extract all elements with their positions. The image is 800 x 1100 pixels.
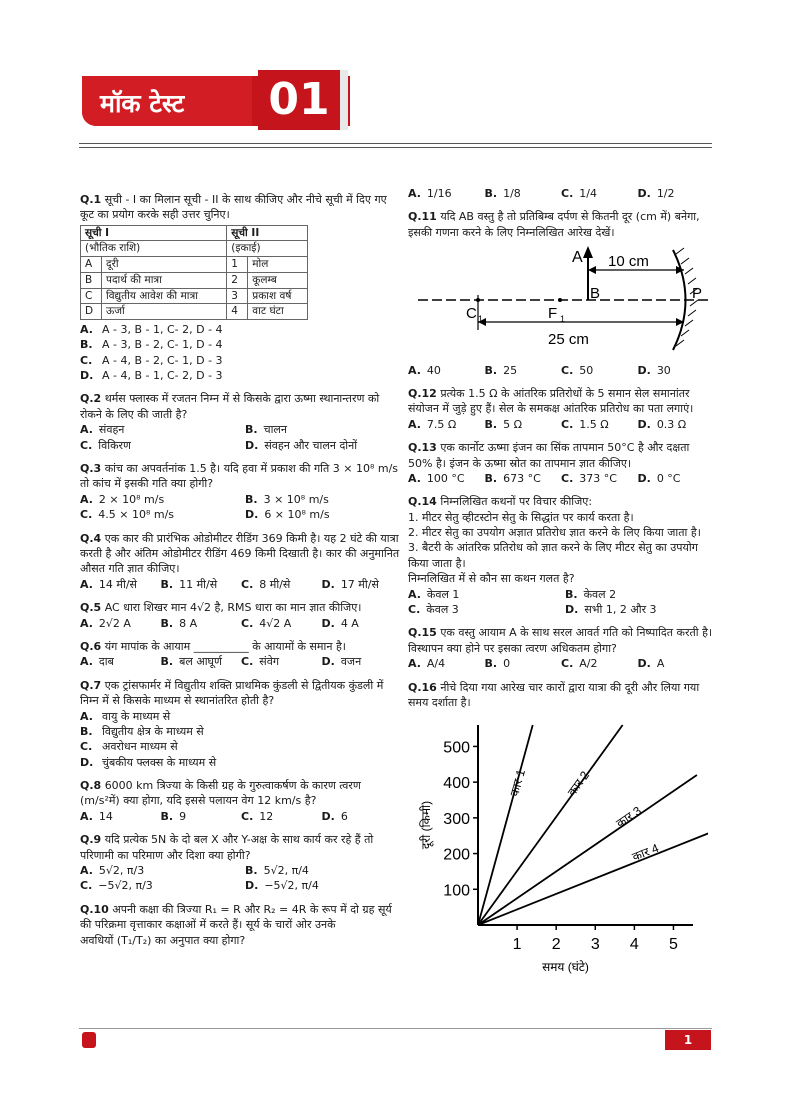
question-4: Q.4 एक कार की प्रारंभिक ओडोमीटर रीडिंग 369 किमी है। यह 2 घंटे की यात्रा करती है और अंतिम ओडोमीटर रीडिंग 469 किमी दिखाती है। कार की अनुमानित औसत गति ज्ञात कीजिए। A. 14 मी/से B. 11 मी/से C. 8 मी/से D. 17 मी/से — [80, 531, 402, 593]
match-table-row — [81, 225, 308, 241]
option-a: A. 2 × 10⁸ m/s — [80, 492, 165, 506]
option: D. चुंबकीय फ्लक्स के माध्यम से — [80, 755, 217, 769]
question-8: Q.8 6000 km त्रिज्या के किसी ग्रह के गुरुत्वाकर्षण के कारण त्वरण (m/s²में) क्या होगा, यदि इससे पलायन वेग 12 km/s है? A. 14 B. 9 C. 12 D. 6 — [80, 778, 402, 824]
y-tick-label: 100 — [443, 882, 470, 900]
table-cell: 4 — [227, 304, 248, 320]
mirror-diagram — [408, 240, 708, 358]
options — [80, 654, 402, 669]
match-table-row — [81, 304, 308, 320]
options — [80, 322, 402, 384]
statement: 3. बैटरी के आंतरिक प्रतिरोध को ज्ञात करने के लिए मीटर सेतु का उपयोग किया जाता है। — [408, 541, 698, 570]
y-tick-label: 300 — [443, 811, 470, 829]
series-label-car-3: कार 3 — [613, 803, 644, 831]
question-text: यदि AB वस्तु है तो प्रतिबिम्ब दर्पण से कितनी दूर (cm में) बनेगा, इसकी गणना करने के लिए निम्नलिखित आरेख देखें। — [408, 210, 700, 239]
option-b: B. केवल 2 — [565, 587, 617, 601]
header-rule — [79, 143, 712, 144]
question-text: एक ट्रांसफार्मर में विद्युतीय शक्ति प्राथमिक कुंडली से द्वितीयक कुंडली में निम्न में से किसके माध्यम से स्थानांतरित होती है? — [80, 678, 384, 708]
y-tick-label: 500 — [443, 739, 470, 757]
option-b: B. 5 Ω — [484, 417, 522, 431]
option-b: B. 5√2, π/4 — [245, 864, 309, 878]
option-b: B. 673 °C — [484, 471, 541, 485]
option-b: B. 25 — [484, 363, 518, 377]
options — [80, 709, 402, 771]
option-c: C. 4.5 × 10⁸ m/s — [80, 508, 175, 522]
option: B. A - 3, B - 2, C- 1, D - 4 — [80, 338, 223, 352]
table-cell: B — [81, 272, 102, 288]
question-5: Q.5 AC धारा शिखर मान 4√2 है, RMS धारा का मान ज्ञात कीजिए। A. 2√2 A B. 8 A C. 4√2 A D. 4 A — [80, 600, 402, 631]
series-line-car-2 — [478, 725, 623, 925]
question-7: Q.7 एक ट्रांसफार्मर में विद्युतीय शक्ति प्राथमिक कुंडली से द्वितीयक कुंडली में निम्न में से किसके माध्यम से स्थानांतरित होती है? A. वायु के माध्यम से B. विद्युतीय क्षेत्र के माध्यम से C. अवरोधन माध्यम से D. चुंबकीय फ्लक्स के माध्यम से — [80, 678, 402, 770]
header-rule-2 — [79, 147, 712, 148]
question-10: Q.10 अपनी कक्षा की त्रिज्या R₁ = R और R₂ = 4R के रूप में दो ग्रह सूर्य की परिक्रमा वृत्ताकार कक्षाओं में करते हैं। सूर्य के चारों ओर उनके अवधियों (T₁/T₂) का अनुपात क्या होगा? — [80, 902, 402, 948]
option-a: A. 5√2, π/3 — [80, 864, 145, 878]
option-d: D. −5√2, π/4 — [245, 879, 319, 893]
option-b: B. 8 A — [160, 616, 198, 630]
option-d: D. सभी 1, 2 और 3 — [565, 603, 657, 617]
table-cell: 2 — [227, 272, 248, 288]
option-c: C. 373 °C — [561, 471, 617, 485]
option: A. वायु के माध्यम से — [80, 709, 171, 723]
option: C. अवरोधन माध्यम से — [80, 740, 178, 754]
table-cell: विद्युतीय आवेश की मात्रा — [102, 288, 227, 304]
x-tick-label: 4 — [629, 936, 639, 954]
options — [408, 471, 714, 486]
option-c: C. 4√2 A — [241, 616, 292, 630]
question-12: Q.12 प्रत्येक 1.5 Ω के आंतरिक प्रतिरोधों के 5 समान सेल समानांतर संयोजन में जुड़े हुए हैं। सेल के समकक्ष आंतरिक प्रतिरोध का पता लगाएं। A. 7.5 Ω B. 5 Ω C. 1.5 Ω D. 0.3 Ω — [408, 386, 714, 432]
label-25cm: 25 cm — [548, 331, 589, 349]
options — [408, 656, 714, 671]
table-cell: A — [81, 257, 102, 273]
page-title: मॉक टेस्ट — [100, 89, 185, 118]
options — [408, 417, 714, 432]
x-tick-label: 1 — [512, 936, 522, 954]
table-cell: पदार्थ की मात्रा — [102, 272, 227, 288]
options — [408, 186, 714, 201]
x-axis-label: समय (घंटे) — [542, 960, 589, 975]
question-text: यंग मापांक के आयाम __________ के आयामों के समान है। — [104, 639, 346, 653]
table-header: सूची I — [81, 225, 227, 241]
y-tick-label: 400 — [443, 775, 470, 793]
options — [80, 422, 402, 453]
table-header: (इकाई) — [227, 241, 308, 257]
x-tick-label: 2 — [551, 936, 561, 954]
question-text: थर्मस फ्लास्क में रजतन निम्न में से किसके द्वारा ऊष्मा स्थानान्तरण को रोकने के लिए की जाती है? — [80, 392, 380, 421]
option-c: C. 1/4 — [561, 187, 597, 200]
question-2: Q.2 थर्मस फ्लास्क में रजतन निम्न में से किसके द्वारा ऊष्मा स्थानान्तरण को रोकने के लिए की जाती है? A. संवहन B. चालन C. विकिरण D. संवहन और चालन दोनों — [80, 391, 402, 453]
label-p: P — [692, 285, 703, 303]
option-c: C. A/2 — [561, 657, 598, 671]
question-text: अपनी कक्षा की त्रिज्या R₁ = R और R₂ = 4R के रूप में दो ग्रह सूर्य की परिक्रमा वृत्ताकार कक्षाओं में करते हैं। सूर्य के चारों ओर उनके — [80, 902, 392, 932]
option-a: A. केवल 1 — [408, 587, 460, 601]
series-label-car-2: कार 2 — [564, 768, 593, 800]
series-label-car-1: कार 1 — [507, 768, 529, 799]
statement: 1. मीटर सेतु व्हीटस्टोन सेतु के सिद्धांत पर कार्य करता है। — [408, 510, 634, 524]
arrow-head — [583, 246, 593, 258]
option: A. A - 3, B - 1, C- 2, D - 4 — [80, 322, 223, 336]
match-table-row — [81, 241, 308, 257]
y-tick-label: 200 — [443, 846, 470, 864]
option-b: B. 0 — [484, 657, 511, 671]
question-text: प्रत्येक 1.5 Ω के आंतरिक प्रतिरोधों के 5 समान सेल समानांतर संयोजन में जुड़े हुए हैं। सेल के समकक्ष आंतरिक प्रतिरोध का पता लगाएं। — [408, 386, 694, 416]
question-13: Q.13 एक कार्नोट ऊष्मा इंजन का सिंक तापमान 50°C है और दक्षता 50% है। इंजन के ऊष्मा स्रोत का तापमान ज्ञात कीजिए। A. 100 °C B. 673 °C C. 373 °C D. 0 °C — [408, 440, 714, 486]
footer-rule — [79, 1028, 712, 1029]
option-a: A. 40 — [408, 363, 441, 377]
x-tick-label: 3 — [590, 936, 600, 954]
option: C. A - 4, B - 2, C- 1, D - 3 — [80, 353, 223, 367]
option-c: C. 1.5 Ω — [561, 417, 609, 431]
table-cell: 1 — [227, 257, 248, 273]
option-d: D. 17 मी/से — [321, 577, 379, 591]
table-cell: C — [81, 288, 102, 304]
option-c: C. −5√2, π/3 — [80, 879, 153, 893]
question-14: Q.14 निम्नलिखित कथनों पर विचार कीजिए: 1. मीटर सेतु व्हीटस्टोन सेतु के सिद्धांत पर कार्य करता है। 2. मीटर सेतु का उपयोग अज्ञात प्रतिरोध ज्ञात करने के लिए किया जाता है। 3. बैटरी के आंतरिक प्रतिरोध को ज्ञात करने के लिए मीटर सेतु का उपयोग किया जाता है। निम्नलिखित में से कौन सा कथन गलत है? A. केवल 1 B. केवल 2 C. केवल 3 D. सभी 1, 2 और 3 — [408, 494, 714, 617]
option-b: B. 1/8 — [484, 187, 521, 200]
table-header: (भौतिक राशि) — [81, 241, 227, 257]
question-text: कांच का अपवर्तनांक 1.5 है। यदि हवा में प्रकाश की गति 3 × 10⁸ m/s तो कांच में इसकी गति क्या होगी? — [80, 462, 399, 491]
label-10cm: 10 cm — [608, 253, 649, 271]
question-text: नीचे दिया गया आरेख चार कारों द्वारा यात्रा की दूरी और लिया गया समय दर्शाता है। — [408, 680, 700, 709]
question-15: Q.15 एक वस्तु आयाम A के साथ सरल आवर्त गति को निष्पादित करती है। विस्थापन क्या होने पर इसका त्वरण अधिकतम होगा? A. A/4 B. 0 C. A/2 D. A — [408, 626, 713, 671]
label-b: B — [590, 285, 601, 303]
table-header: सूची II — [227, 225, 308, 241]
question-text: AC धारा शिखर मान 4√2 है, RMS धारा का मान ज्ञात कीजिए। — [104, 601, 362, 615]
option-a: A. 2√2 A — [80, 616, 131, 630]
option-c: C. 12 — [241, 809, 274, 823]
options — [408, 587, 714, 618]
option-a: A. दाब — [80, 655, 114, 669]
label-f-sub: 1 — [560, 314, 566, 325]
options — [80, 492, 402, 523]
option-c: C. संवेग — [241, 655, 280, 669]
option-b: B. बल आघूर्ण — [160, 655, 223, 669]
option-a: A. 14 — [80, 809, 113, 823]
question-ask: निम्नलिखित में से कौन सा कथन गलत है? — [408, 572, 575, 586]
question-text: एक कार की प्रारंभिक ओडोमीटर रीडिंग 369 किमी है। यह 2 घंटे की यात्रा करती है और अंतिम ओडोमीटर रीडिंग 469 किमी दिखाती है। कार की अनुमानित औसत गति ज्ञात कीजिए। — [80, 531, 400, 576]
label-f: F — [548, 305, 558, 323]
match-table-row — [81, 272, 308, 288]
option-d: D. 1/2 — [637, 187, 675, 200]
table-cell: दूरी — [102, 257, 227, 273]
option-d: D. वजन — [321, 655, 362, 669]
option-a: A. 7.5 Ω — [408, 417, 457, 431]
question-text: एक कार्नोट ऊष्मा इंजन का सिंक तापमान 50°C है और दक्षता 50% है। इंजन के ऊष्मा स्रोत का तापमान ज्ञात कीजिए। — [408, 441, 690, 470]
distance-time-chart — [408, 710, 708, 980]
option-d: D. संवहन और चालन दोनों — [245, 438, 358, 452]
options — [80, 863, 402, 894]
label-c-sub: 1 — [478, 314, 484, 325]
option-c: C. 50 — [561, 363, 594, 377]
table-cell: ऊर्जा — [102, 304, 227, 320]
option: D. A - 4, B - 1, C- 2, D - 3 — [80, 369, 223, 383]
question-16: Q.16 नीचे दिया गया आरेख चार कारों द्वारा यात्रा की दूरी और लिया गया समय दर्शाता है। 100 200 300 400 500 1 2 3 4 5 समय (घंटे) दूरी (किमी) कार 1 कार 2 कार 3 कार 4 — [408, 680, 714, 985]
question-text: 6000 km त्रिज्या के किसी ग्रह के गुरुत्वाकर्षण के कारण त्वरण (m/s²में) क्या होगा, यदि इससे पलायन वेग 12 km/s है? — [80, 779, 361, 808]
match-table-row — [81, 288, 308, 304]
option-b: B. 9 — [160, 809, 187, 823]
label-c: C — [466, 305, 477, 323]
question-3: Q.3 कांच का अपवर्तनांक 1.5 है। यदि हवा में प्रकाश की गति 3 × 10⁸ m/s तो कांच में इसकी गति क्या होगी? A. 2 × 10⁸ m/s B. 3 × 10⁸ m/s C. 4.5 × 10⁸ m/s D. 6 × 10⁸ m/s — [80, 461, 402, 523]
option-c: C. केवल 3 — [408, 603, 459, 617]
table-cell: प्रकाश वर्ष — [248, 288, 308, 304]
option: B. विद्युतीय क्षेत्र के माध्यम से — [80, 724, 204, 738]
publisher-logo-icon — [82, 1032, 96, 1048]
match-table-row — [81, 257, 308, 273]
option-b: B. चालन — [245, 423, 287, 437]
question-text-2: अवधियों (T₁/T₂) का अनुपात क्या होगा? — [80, 933, 246, 947]
question-1: Q.1 सूची - I का मिलान सूची - II के साथ कीजिए और नीचे सूची में दिए गए कूट का प्रयोग करके सही उत्तर चुनिए। सूची I सूची II (भौतिक राशि) (इकाई) A दूरी 1 मोल B पदार्थ की मात्रा 2 कूलम्ब C विद्युतीय आवेश की मात्रा 3 प्रकाश वर्ष D ऊर्जा 4 वाट घंटा A. A - 3, B - 1, C- 2, D - 4 B. A - 3, B - 2, C- 1, D - 4 C. A - 4, B - 2, C- 1, D - 3 D. A - 4, B - 1, C- 2, D - 3 — [80, 192, 402, 383]
question-11: Q.11 यदि AB वस्तु है तो प्रतिबिम्ब दर्पण से कितनी दूर (cm में) बनेगा, इसकी गणना करने के लिए निम्नलिखित आरेख देखें। A B P C 1 F 1 10 cm 25 cm A. 40 B. 25 C. 50 D. 30 — [408, 209, 714, 378]
option-b: B. 11 मी/से — [160, 577, 218, 591]
series-label-car-4: कार 4 — [630, 841, 661, 865]
x-tick-label: 5 — [669, 936, 678, 954]
options — [80, 809, 402, 824]
option-d: D. 0.3 Ω — [637, 417, 687, 431]
option-b: B. 3 × 10⁸ m/s — [245, 492, 329, 506]
option-c: C. 8 मी/से — [241, 577, 291, 591]
question-9: Q.9 यदि प्रत्येक 5N के दो बल X और Y-अक्ष के साथ कार्य कर रहे हैं तो परिणामी का परिमाण और दिशा क्या होगी? A. 5√2, π/3 B. 5√2, π/4 C. −5√2, π/3 D. −5√2, π/4 — [80, 832, 402, 894]
label-a: A — [572, 249, 583, 267]
question-text: सूची - I का मिलान सूची - II के साथ कीजिए और नीचे सूची में दिए गए कूट का प्रयोग करके सही उत्तर चुनिए। — [80, 193, 387, 222]
question-text: यदि प्रत्येक 5N के दो बल X और Y-अक्ष के साथ कार्य कर रहे हैं तो परिणामी का परिमाण और दिशा क्या होगी? — [80, 833, 374, 862]
options — [80, 616, 402, 631]
table-cell: कूलम्ब — [248, 272, 308, 288]
table-cell: वाट घंटा — [248, 304, 308, 320]
options — [80, 577, 402, 592]
option-d: D. 6 × 10⁸ m/s — [245, 508, 330, 522]
option-d: D. 30 — [637, 363, 671, 377]
option-a: A. 1/16 — [408, 187, 452, 200]
right-column — [408, 186, 714, 993]
option-a: A. A/4 — [408, 657, 446, 671]
page-number: 1 — [665, 1030, 711, 1050]
option-a: A. 14 मी/से — [80, 577, 137, 591]
table-cell: 3 — [227, 288, 248, 304]
question-10-options — [408, 186, 714, 201]
option-a: A. संवहन — [80, 423, 125, 437]
options — [408, 363, 714, 378]
test-number: 01 — [258, 70, 348, 130]
y-axis-label: दूरी (किमी) — [419, 801, 433, 850]
series-line-car-1 — [478, 725, 533, 925]
table-cell: मोल — [248, 257, 308, 273]
option-d: D. 0 °C — [637, 471, 681, 485]
statement: 2. मीटर सेतु का उपयोग अज्ञात प्रतिरोध ज्ञात करने के लिए किया जाता है। — [408, 526, 701, 540]
option-a: A. 100 °C — [408, 471, 465, 485]
table-cell: D — [81, 304, 102, 320]
left-column — [80, 192, 402, 956]
question-text: एक वस्तु आयाम A के साथ सरल आवर्त गति को निष्पादित करती है। विस्थापन क्या होने पर इसका त्वरण अधिकतम होगा? — [408, 626, 713, 655]
option-d: D. 6 — [321, 809, 348, 823]
option-c: C. विकिरण — [80, 438, 131, 452]
match-table — [80, 225, 308, 320]
question-text: निम्नलिखित कथनों पर विचार कीजिए: — [440, 495, 593, 509]
question-6: Q.6 यंग मापांक के आयाम __________ के आयामों के समान है। A. दाब B. बल आघूर्ण C. संवेग D. वजन — [80, 639, 402, 670]
option-d: D. 4 A — [321, 616, 359, 630]
option-d: D. A — [637, 657, 665, 671]
